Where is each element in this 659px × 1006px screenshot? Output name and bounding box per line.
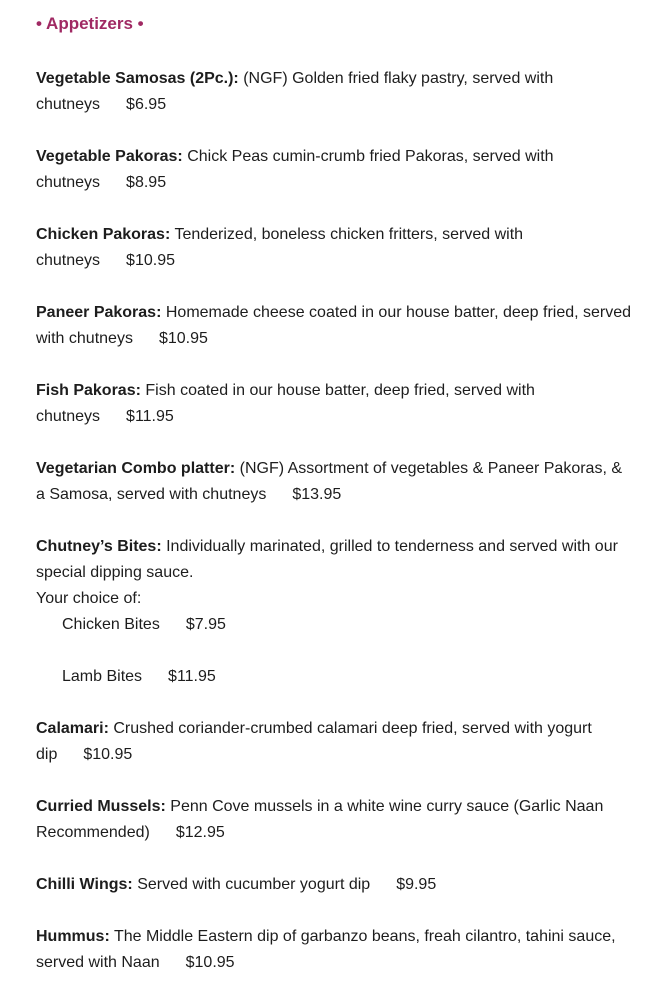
item-name: Curried Mussels: — [36, 798, 166, 815]
menu-item-vegetable-pakoras — [36, 144, 633, 196]
option-label: Chicken Bites — [62, 616, 160, 633]
menu-item-chutneys-bites — [36, 534, 633, 690]
item-name: Chicken Pakoras: — [36, 226, 171, 243]
item-description: Crushed coriander-crumbed calamari deep fried, served with yogurt dip — [36, 720, 592, 763]
menu-item-vegetable-samosas — [36, 66, 633, 118]
item-price: $6.95 — [126, 96, 167, 113]
menu-item-chicken-pakoras — [36, 222, 633, 274]
item-price: $10.95 — [158, 330, 208, 347]
item-price: $8.95 — [126, 174, 167, 191]
item-description: Individually marinated, grilled to tenderness and served with our special dipping sauce. — [36, 538, 618, 581]
choice-option-lamb-bites — [36, 664, 633, 690]
menu-item-hummus — [36, 924, 633, 976]
item-name: Hummus: — [36, 928, 110, 945]
item-description: Tenderized, boneless chicken fritters, served with chutneys — [36, 226, 524, 269]
option-label: Lamb Bites — [62, 668, 143, 685]
menu-item-chilli-wings — [36, 872, 633, 898]
menu-section-title: • Appetizers • — [36, 14, 144, 33]
option-price: $11.95 — [168, 668, 216, 685]
item-description: (NGF) Golden fried flaky pastry, served with chutneys — [36, 70, 554, 113]
item-description: Penn Cove mussels in a white wine curry sauce (Garlic Naan Recommended) — [36, 798, 604, 841]
item-name: Chutney’s Bites: — [36, 538, 162, 555]
item-price: $12.95 — [175, 824, 225, 841]
item-description: Fish coated in our house batter, deep fried, served with chutneys — [36, 382, 535, 425]
item-name: Vegetable Pakoras: — [36, 148, 183, 165]
item-name: Calamari: — [36, 720, 109, 737]
item-name: Paneer Pakoras: — [36, 304, 162, 321]
item-name: Fish Pakoras: — [36, 382, 141, 399]
item-price: $9.95 — [396, 876, 437, 893]
menu-item-vegetarian-combo-platter — [36, 456, 633, 508]
item-description: Served with cucumber yogurt dip — [137, 876, 371, 893]
menu-item-fish-pakoras — [36, 378, 633, 430]
item-price: $10.95 — [83, 746, 133, 763]
item-price: $10.95 — [126, 252, 175, 269]
menu-item-curried-mussels — [36, 794, 633, 846]
item-name: Vegetarian Combo platter: — [36, 460, 236, 477]
item-description: Chick Peas cumin-crumb fried Pakoras, served with chutneys — [36, 148, 554, 191]
option-price: $7.95 — [185, 616, 226, 633]
menu-item-calamari — [36, 716, 633, 768]
item-description: (NGF) Assortment of vegetables & Paneer Pakoras, & a Samosa, served with chutneys — [36, 460, 622, 503]
item-description: The Middle Eastern dip of garbanzo beans, freah cilantro, tahini sauce, served with Naan — [36, 928, 616, 971]
menu-item-paneer-pakoras — [36, 300, 633, 352]
item-name: Chilli Wings: — [36, 876, 133, 893]
item-description: Homemade cheese coated in our house batter, deep fried, served with chutneys — [36, 304, 632, 347]
choice-option-chicken-bites — [36, 612, 633, 638]
item-price: $11.95 — [126, 408, 174, 425]
item-name: Vegetable Samosas (2Pc.): — [36, 70, 239, 87]
choice-note: Your choice of: — [36, 590, 142, 607]
item-price: $10.95 — [185, 954, 235, 971]
item-price: $13.95 — [292, 486, 342, 503]
